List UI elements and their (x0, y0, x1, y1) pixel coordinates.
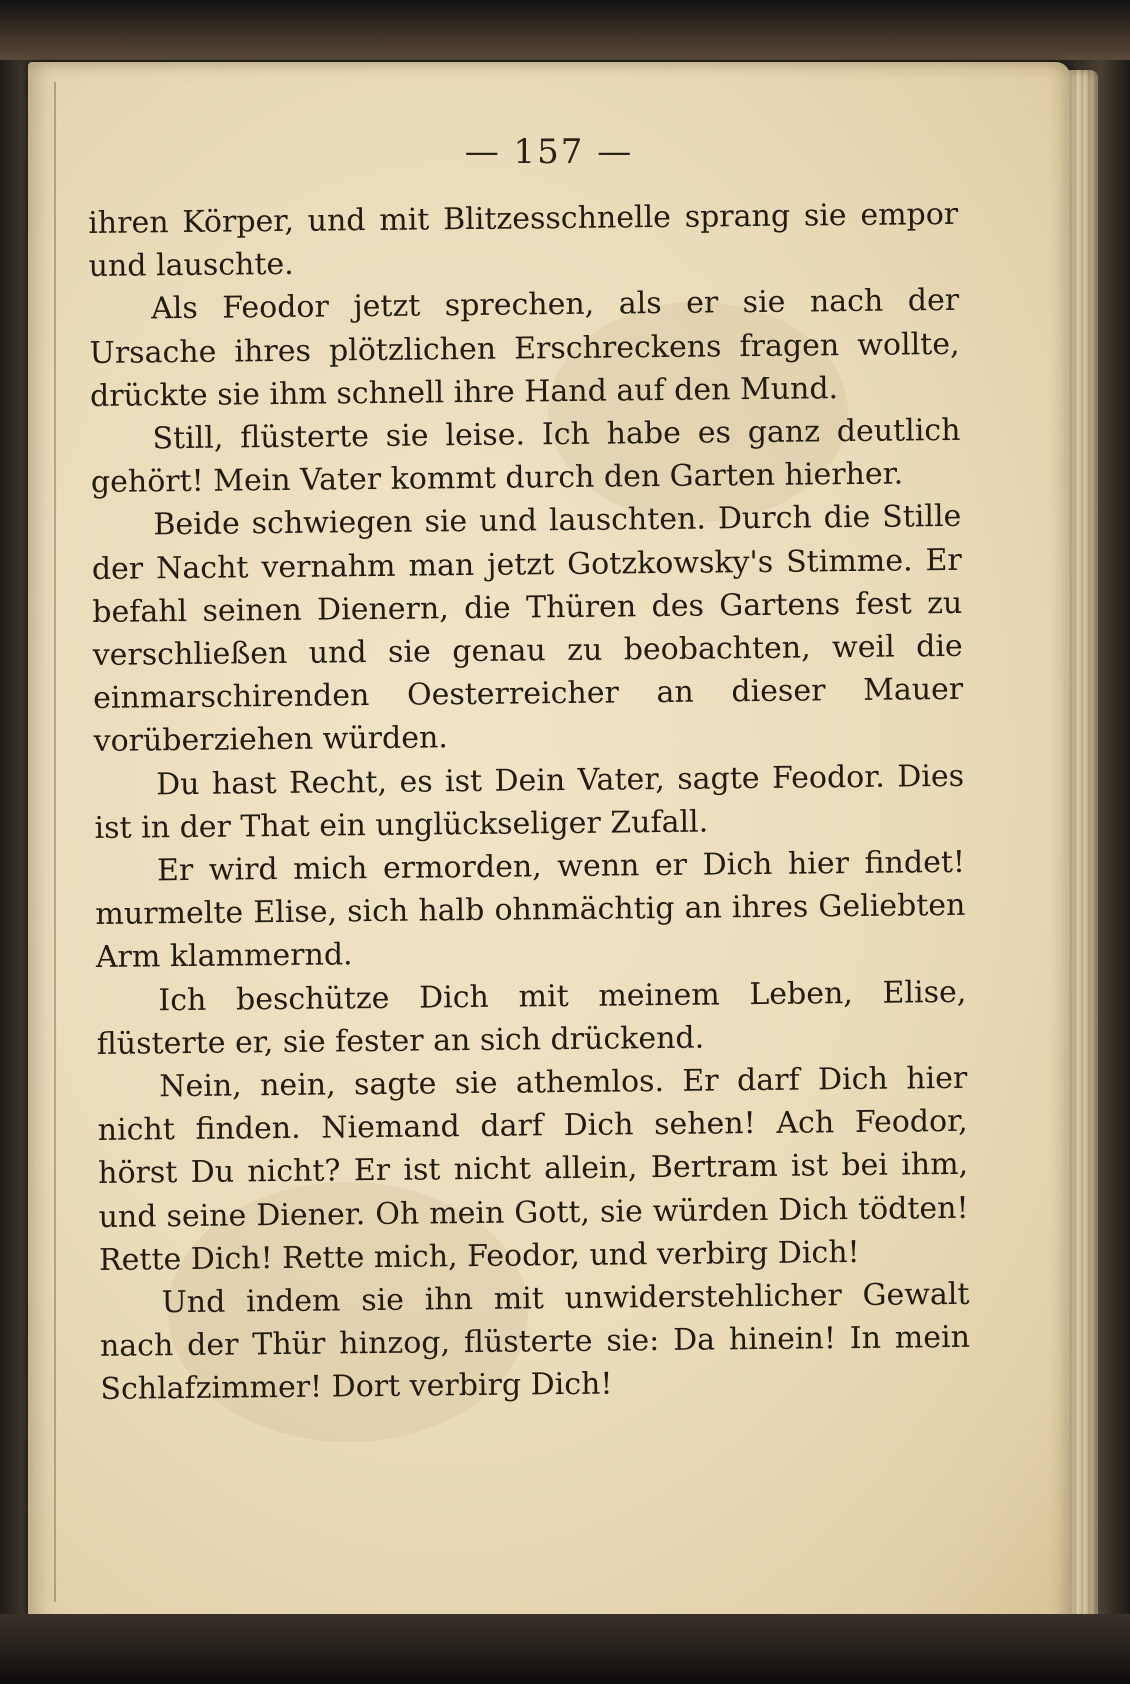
paragraph: Still, flüsterte sie leise. Ich habe es ganz deutlich gehört! Mein Vater kommt durch den Garten hierher. (90, 412, 961, 501)
paragraph: ihren Körper, und mit Blitzesschnelle sprang sie empor und lauschte. (88, 196, 959, 285)
paragraph: Und indem sie ihn mit unwiderstehlicher Gewalt nach der Thür hinzog, flüsterte sie: Da hinein! In mein Schlafzimmer! Dort verbirg Dich! (99, 1276, 971, 1408)
paragraph: Er wird mich ermorden, wenn er Dich hier findet! murmelte Elise, sich halb ohnmächtig an ihres Geliebten Arm klammernd. (95, 844, 966, 976)
gutter-line (54, 82, 56, 1602)
book-page (28, 62, 1070, 1632)
paragraph: Du hast Recht, es ist Dein Vater, sagte Feodor. Dies ist in der That ein unglückseliger Zufall. (94, 758, 965, 846)
binding-shadow-top (0, 0, 1130, 60)
paragraph: Als Feodor jetzt sprechen, als er sie nach der Ursache ihres plötzlichen Erschreckens fragen wollte, drückte sie ihm schnell ihre Hand auf den Mund. (89, 283, 960, 414)
body-text (88, 193, 971, 1412)
paragraph: Ich beschütze Dich mit meinem Leben, Elise, flüsterte er, sie fester an sich drückend. (96, 974, 967, 1062)
page-number: — 157 — (464, 132, 634, 172)
table-shadow-bottom (0, 1614, 1130, 1684)
paragraph: Beide schwiegen sie und lauschten. Durch die Stille der Nacht vernahm man jetzt Gotzkowsky's Stimme. Er befahl seinen Dienern, die Thüren des Gartens fest zu verschließen und sie genau zu beobachten, weil die einmarschirenden Oesterreicher an dieser Mauer vorüberziehen würden. (91, 499, 964, 760)
paragraph: Nein, nein, sagte sie athemlos. Er darf Dich hier nicht finden. Niemand darf Dich sehen! Ach Feodor, hörst Du nicht? Er ist nicht allein, Bertram ist bei ihm, und seine Diener. Oh mein Gott, sie würden Dich tödten! Rette Dich! Rette mich, Feodor, und verbirg Dich! (97, 1060, 969, 1278)
